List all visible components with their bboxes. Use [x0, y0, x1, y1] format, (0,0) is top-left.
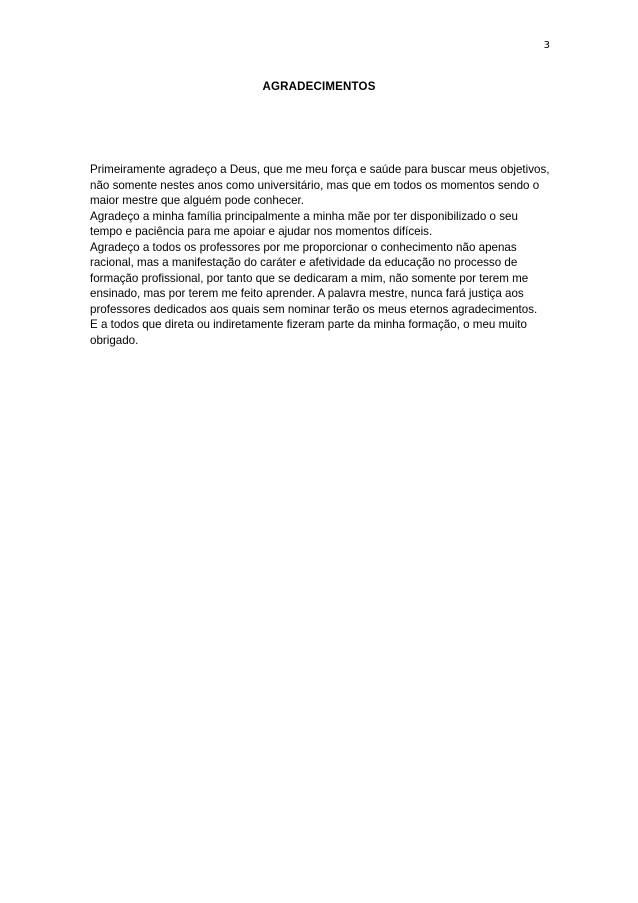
paragraph-everyone: E a todos que direta ou indiretamente fizeram parte da minha formação, o meu muito obrigado. [90, 318, 527, 347]
page-title: AGRADECIMENTOS [262, 81, 376, 93]
paragraph-god: Primeiramente agradeço a Deus, que me meu força e saúde para buscar meus objetivos, não somente nestes anos como universitário, mas que em todos os momentos sendo o maior mestre que alguém pode conhecer. [90, 163, 550, 207]
paragraph-professors: Agradeço a todos os professores por me proporcionar o conhecimento não apenas racional, mas a manifestação do caráter e afetividade da educação no processo de formação profissional, por tanto que se dedicaram a mim, não somente por terem me ensinado, mas por terem me feito aprender. A palavra mestre, nunca fará justiça aos professores dedicados aos quais sem nominar terão os meus eternos agradecimentos. [90, 240, 538, 316]
paragraph-family: Agradeço a minha família principalmente a minha mãe por ter disponibilizado o seu tempo e paciência para me apoiar e ajudar nos momentos difíceis. [90, 209, 518, 238]
acknowledgements-body [90, 162, 550, 348]
page-number: 3 [543, 40, 550, 51]
